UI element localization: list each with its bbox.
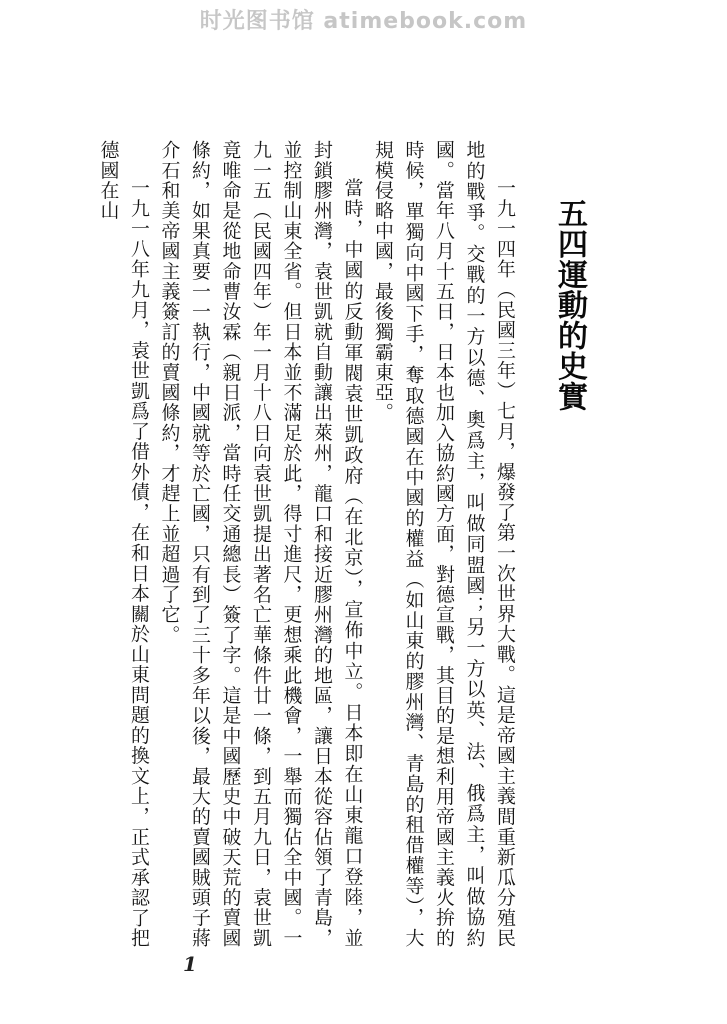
site-watermark: 时光图书馆 atimebook.com	[199, 9, 528, 34]
page-title: 五四運動的史實	[552, 198, 587, 412]
body-text	[97, 140, 520, 948]
paragraph: 一九一四年（民國三年）七月，爆發了第一次世界大戰。這是帝國主義間重新瓜分殖民地的戰爭。交戰的一方以德、奧爲主，叫做同盟國；另一方以英、法、俄爲主，叫做協約國。當年八月十五日，日本也加入協約國方面，對德宣戰，其目的是想利用帝國主義火拚的時候，單獨向中國下手，奪取德國在中國的權益（如山東的膠州灣、青島的租借權等），大規模侵略中國，最後獨霸東亞。	[372, 140, 516, 948]
paragraph: 一九一八年九月，袁世凱爲了借外債，在和日本關於山東問題的換文上，正式承認了把德國在山	[97, 140, 150, 948]
page-number: 1	[183, 952, 197, 976]
paragraph: 當時，中國的反動軍閥袁世凱政府（在北京），宣佈中立。日本即在山東龍口登陸，並封鎖膠州灣，袁世凱就自動讓出萊州，龍口和接近膠州灣的地區，讓日本從容佔領了青島，並控制山東全省。但日本並不滿足於此，得寸進尺，更想乘此機會，一舉而獨佔全中國。一九一五（民國四年）年一月十八日向袁世凱提出著名亡華條件廿一條，到五月九日，袁世凱竟唯命是從地命曹汝霖（親日派，當時任交通總長）簽了字。這是中國歷史中破天荒的賣國條約，如果真要一一執行，中國就等於亡國，只有到了三十多年以後，最大的賣國賊頭子蔣介石和美帝國主義簽訂的賣國條約，才趕上並超過了它。	[158, 140, 364, 948]
